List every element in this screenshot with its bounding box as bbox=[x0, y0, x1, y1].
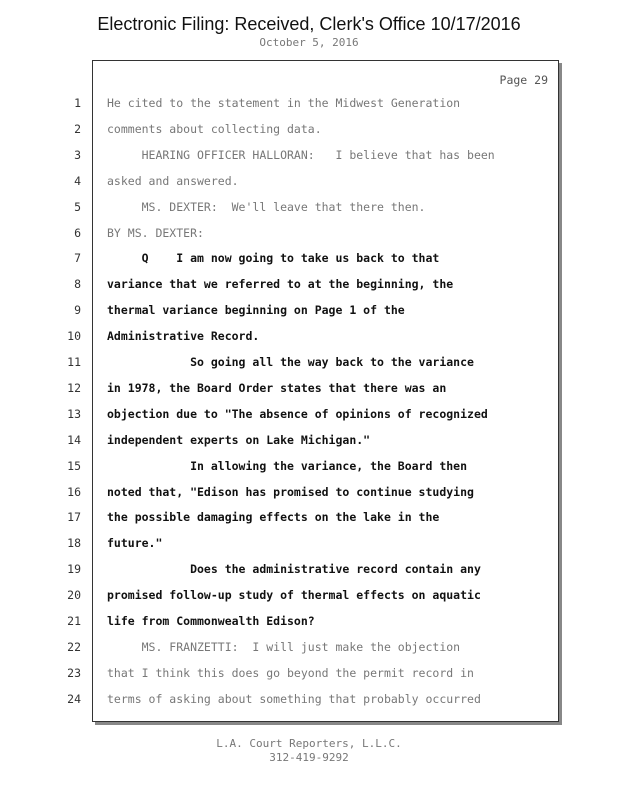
line-number: 19 bbox=[67, 562, 81, 577]
line-number: 16 bbox=[67, 484, 81, 499]
line-number: 2 bbox=[74, 121, 81, 136]
transcript-line bbox=[67, 585, 558, 605]
line-text: promised follow-up study of thermal effects on aquatic bbox=[107, 588, 481, 603]
transcript-line bbox=[67, 663, 558, 683]
transcript-line bbox=[74, 300, 558, 320]
transcript-line bbox=[74, 171, 558, 191]
transcript-line bbox=[67, 637, 558, 657]
line-number: 23 bbox=[67, 665, 81, 680]
line-number: 20 bbox=[67, 588, 81, 603]
line-number: 24 bbox=[67, 691, 81, 706]
electronic-filing-stamp: Electronic Filing: Received, Clerk's Office 10/17/2016 bbox=[97, 14, 521, 34]
transcript-line bbox=[67, 326, 558, 346]
transcript-date: October 5, 2016 bbox=[259, 36, 359, 49]
line-text: noted that, "Edison has promised to continue studying bbox=[107, 484, 474, 499]
transcript-page bbox=[67, 60, 559, 722]
line-number: 12 bbox=[67, 380, 81, 395]
line-number: 4 bbox=[74, 173, 81, 188]
line-text: In allowing the variance, the Board then bbox=[107, 458, 468, 473]
line-text: comments about collecting data. bbox=[107, 121, 322, 136]
transcript-line bbox=[74, 145, 558, 165]
transcript-line bbox=[67, 533, 558, 553]
line-text: He cited to the statement in the Midwest Generation bbox=[107, 96, 461, 110]
line-number: 1 bbox=[74, 96, 81, 110]
line-number: 10 bbox=[67, 329, 81, 344]
line-text: life from Commonwealth Edison? bbox=[107, 614, 315, 628]
line-number: 3 bbox=[74, 147, 81, 162]
line-number: 15 bbox=[67, 458, 81, 473]
line-text: Does the administrative record contain any bbox=[107, 562, 481, 577]
transcript-line bbox=[74, 274, 558, 294]
line-text: independent experts on Lake Michigan." bbox=[107, 432, 371, 447]
line-text: that I think this does go beyond the permit record in bbox=[107, 665, 474, 680]
line-text: objection due to "The absence of opinions of recognized bbox=[107, 406, 488, 421]
line-text: BY MS. DEXTER: bbox=[107, 225, 204, 240]
line-number: 6 bbox=[74, 225, 81, 240]
line-text: So going all the way back to the variance bbox=[107, 355, 474, 369]
transcript-line bbox=[67, 611, 558, 631]
transcript-line bbox=[67, 456, 558, 476]
line-text: variance that we referred to at the beginning, the bbox=[107, 277, 454, 292]
page-number: Page 29 bbox=[499, 73, 548, 87]
line-number: 11 bbox=[67, 355, 81, 369]
line-text: HEARING OFFICER HALLORAN: I believe that has been bbox=[107, 147, 495, 162]
reporter-phone: 312-419-9292 bbox=[269, 751, 349, 764]
transcript-line bbox=[67, 430, 558, 450]
transcript-line bbox=[74, 248, 558, 268]
line-text: MS. FRANZETTI: I will just make the objection bbox=[107, 639, 461, 654]
line-text: terms of asking about something that probably occurred bbox=[107, 691, 481, 706]
line-text: MS. DEXTER: We'll leave that there then. bbox=[107, 199, 426, 214]
line-number: 18 bbox=[67, 536, 81, 551]
transcript-line bbox=[67, 482, 558, 502]
transcript-line bbox=[67, 559, 558, 579]
transcript-line bbox=[67, 378, 558, 398]
line-number: 22 bbox=[67, 639, 81, 654]
line-text: in 1978, the Board Order states that there was an bbox=[107, 380, 447, 395]
line-text: future." bbox=[107, 536, 163, 551]
transcript-line bbox=[74, 119, 558, 139]
line-number: 21 bbox=[67, 614, 81, 628]
line-text: thermal variance beginning on Page 1 of the bbox=[107, 303, 405, 318]
transcript-line bbox=[67, 404, 558, 424]
transcript-line bbox=[67, 689, 558, 709]
line-number: 8 bbox=[74, 277, 81, 292]
line-number: 14 bbox=[67, 432, 81, 447]
line-number: 5 bbox=[74, 199, 81, 214]
reporter-name: L.A. Court Reporters, L.L.C. bbox=[216, 737, 402, 750]
line-number: 9 bbox=[74, 303, 81, 318]
transcript-line bbox=[74, 197, 558, 217]
line-text: asked and answered. bbox=[107, 173, 239, 188]
line-number: 7 bbox=[74, 251, 81, 266]
transcript-line bbox=[67, 352, 558, 372]
transcript-lines bbox=[67, 61, 558, 721]
line-number: 17 bbox=[67, 510, 81, 525]
transcript-line bbox=[74, 223, 558, 243]
transcript-line bbox=[67, 507, 558, 527]
line-text: the possible damaging effects on the lake in the bbox=[107, 510, 440, 525]
line-number: 13 bbox=[67, 406, 81, 421]
line-text: Administrative Record. bbox=[107, 329, 260, 344]
line-text: Q I am now going to take us back to that bbox=[107, 251, 440, 266]
transcript-line bbox=[74, 93, 558, 113]
